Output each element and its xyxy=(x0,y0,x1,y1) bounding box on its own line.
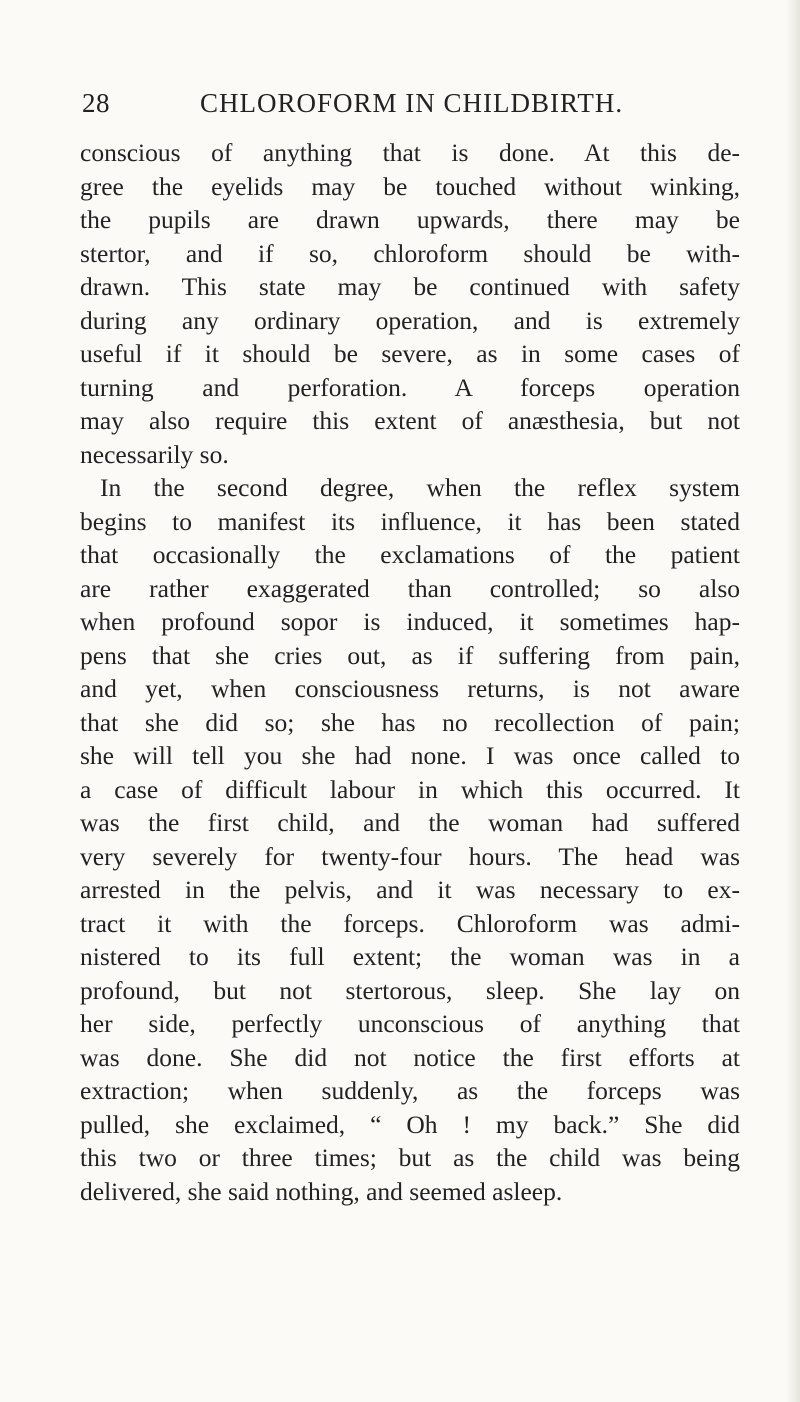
text-line: was done. She did not notice the first efforts at xyxy=(80,1042,740,1072)
text-line: this two or three times; but as the child was being xyxy=(80,1143,740,1172)
body-text xyxy=(80,136,740,1208)
text-line: arrested in the pelvis, and it was necessary to ex- xyxy=(80,875,740,904)
text-line: when profound sopor is induced, it sometimes hap- xyxy=(80,607,740,636)
text-line: a case of difficult labour in which this occurred. It xyxy=(80,774,740,804)
text-line: that she did so; she has no recollection of pain; xyxy=(80,707,740,737)
text-line: conscious of anything that is done. At this de- xyxy=(80,138,740,167)
text-line: drawn. This state may be continued with safety xyxy=(80,272,740,301)
text-line: and yet, when consciousness returns, is not aware xyxy=(80,674,740,703)
text-line: necessarily so. xyxy=(80,439,229,469)
text-line: was the first child, and the woman had suffered xyxy=(80,808,740,837)
page-edge-shadow xyxy=(786,0,800,1402)
text-line: delivered, she said nothing, and seemed asleep. xyxy=(80,1176,563,1206)
text-line: are rather exaggerated than controlled; so also xyxy=(80,573,740,603)
paragraph-start-line: In the second degree, when the reflex system xyxy=(100,473,740,502)
text-line: during any ordinary operation, and is extremely xyxy=(80,305,740,335)
text-line: she will tell you she had none. I was once called to xyxy=(80,741,740,770)
page-header xyxy=(80,76,720,116)
text-line: useful if it should be severe, as in some cases of xyxy=(80,339,740,368)
text-line: her side, perfectly unconscious of anything that xyxy=(80,1009,740,1038)
text-line: nistered to its full extent; the woman was in a xyxy=(80,942,740,971)
text-line: stertor, and if so, chloroform should be with- xyxy=(80,238,740,268)
text-line: gree the eyelids may be touched without winking, xyxy=(80,171,740,201)
text-line: begins to manifest its influence, it has been stated xyxy=(80,506,740,536)
text-line: profound, but not stertorous, sleep. She lay on xyxy=(80,975,740,1005)
page-number: 28 xyxy=(82,88,110,118)
text-line: pulled, she exclaimed, “ Oh ! my back.” She did xyxy=(80,1109,740,1139)
text-line: the pupils are drawn upwards, there may be xyxy=(80,205,740,234)
text-line: pens that she cries out, as if suffering from pain, xyxy=(80,640,740,670)
text-line: may also require this extent of anæsthesia, but not xyxy=(80,406,740,435)
text-line: tract it with the forceps. Chloroform was admi- xyxy=(80,908,740,938)
text-line: very severely for twenty-four hours. The head was xyxy=(80,841,740,871)
text-line: extraction; when suddenly, as the forceps was xyxy=(80,1076,740,1105)
running-head: CHLOROFORM IN CHILDBIRTH. xyxy=(200,88,624,118)
text-line: turning and perforation. A forceps operation xyxy=(80,372,740,402)
text-line: that occasionally the exclamations of the patient xyxy=(80,540,740,569)
